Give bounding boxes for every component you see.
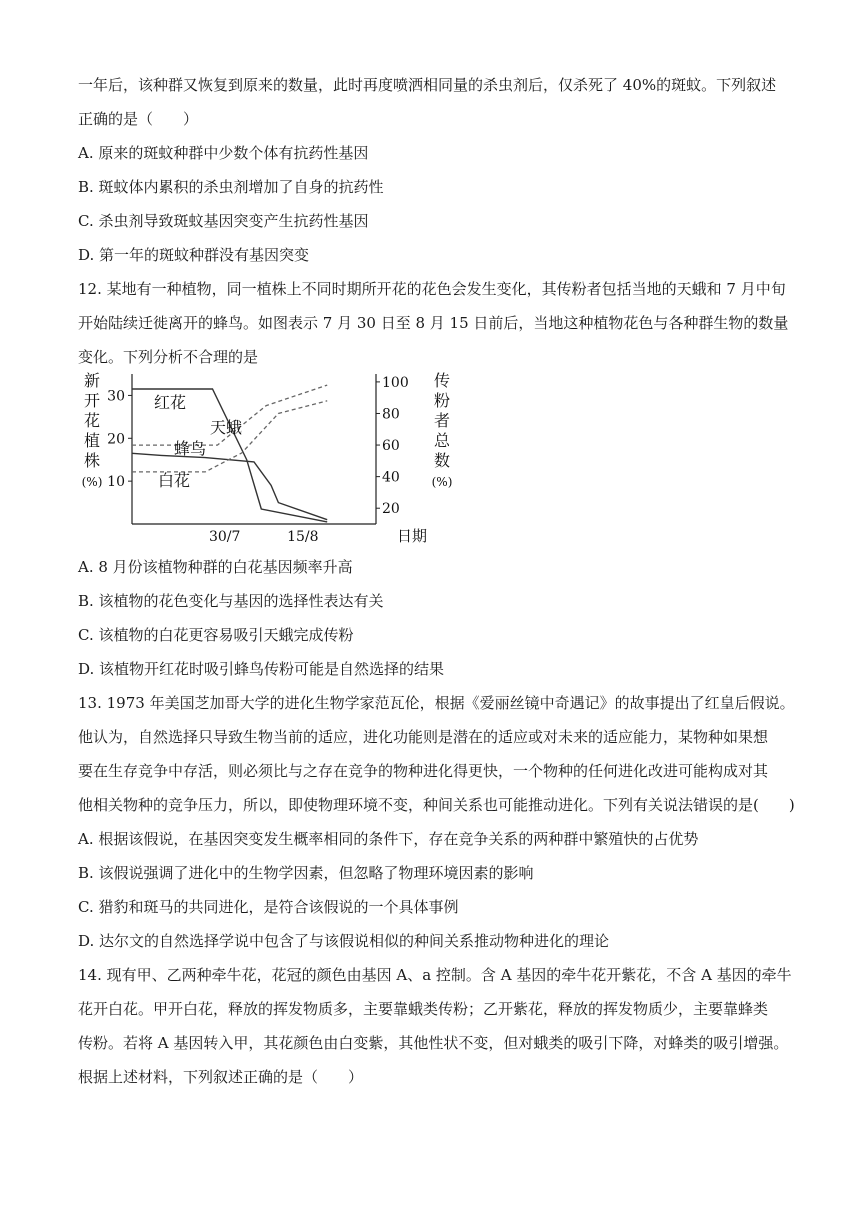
- x-axis-label: 日期: [396, 527, 428, 545]
- x-tick-label: 30/7: [208, 529, 241, 545]
- population-chart: [78, 368, 470, 550]
- left-axis-label: 新: [83, 371, 101, 390]
- question-12-stem: 12. 某地有一种植物，同一植株上不同时期所开花的花色会发生变化，其传粉者包括当地的天蛾和 7 月中旬: [78, 280, 786, 298]
- option-d: D. 达尔文的自然选择学说中包含了与该假说相似的种间关系推动物种进化的理论: [78, 932, 610, 950]
- option-c: C. 猎豹和斑马的共同进化，是符合该假说的一个具体事例: [78, 898, 459, 916]
- right-axis-label: 粉: [433, 391, 451, 410]
- question-13-stem: 13. 1973 年美国芝加哥大学的进化生物学家范瓦伦，根据《爱丽丝镜中奇遇记》的故事提出了红皇后假说。: [78, 694, 795, 712]
- question-13-stem: 他认为，自然选择只导致生物当前的适应，进化功能则是潜在的适应或对未来的适应能力，某物种如果想: [78, 728, 769, 746]
- option-a: A. 原来的斑蚊种群中少数个体有抗药性基因: [78, 144, 369, 162]
- right-tick-label: 80: [382, 406, 400, 423]
- left-axis-label: 花: [83, 411, 101, 430]
- question-14-stem: 14. 现有甲、乙两种牵牛花，花冠的颜色由基因 A、a 控制。含 A 基因的牵牛花开紫花，不含 A 基因的牵牛: [78, 966, 792, 984]
- question-14-stem: 传粉。若将 A 基因转入甲，其花颜色由白变紫，其他性状不变，但对蛾类的吸引下降，对蜂类的吸引增强。: [78, 1034, 789, 1052]
- option-a: A. 8 月份该植物种群的白花基因频率升高: [78, 558, 353, 576]
- question-14-stem: 花开白花。甲开白花，释放的挥发物质多，主要靠蛾类传粉；乙开紫花，释放的挥发物质少，主要靠蜂类: [78, 1000, 769, 1018]
- series-label: 天蛾: [210, 418, 243, 437]
- question-14-stem: 根据上述材料，下列叙述正确的是（ ）: [78, 1068, 364, 1086]
- option-d: D. 该植物开红花时吸引蜂鸟传粉可能是自然选择的结果: [78, 660, 445, 678]
- right-tick-label: 20: [382, 501, 400, 518]
- right-axis-label: 传: [433, 371, 451, 390]
- right-axis-label: (%): [431, 475, 453, 489]
- question-13-stem: 他相关物种的竞争压力，所以，即使物理环境不变，种间关系也可能推动进化。下列有关说法错误的是( ): [78, 796, 795, 814]
- left-tick-label: 30: [107, 388, 125, 405]
- option-c: C. 该植物的白花更容易吸引天蛾完成传粉: [78, 626, 354, 644]
- question-13-stem: 要在生存竞争中存活，则必须比与之存在竞争的物种进化得更快，一个物种的任何进化改进可能构成对其: [78, 762, 769, 780]
- right-tick-label: 60: [382, 438, 400, 455]
- right-tick-label: 100: [382, 374, 409, 391]
- right-axis-label: 数: [433, 451, 451, 470]
- left-tick-label: 10: [107, 474, 125, 491]
- text-line: 正确的是（ ）: [78, 110, 199, 128]
- left-axis-label: 开: [83, 391, 101, 410]
- option-d: D. 第一年的斑蚊种群没有基因突变: [78, 246, 310, 264]
- left-axis-label: (%): [81, 475, 103, 489]
- series-label: 红花: [154, 393, 187, 412]
- chart-svg: [78, 368, 470, 550]
- option-b: B. 该假说强调了进化中的生物学因素，但忽略了物理环境因素的影响: [78, 864, 534, 882]
- right-axis-label: 者: [433, 411, 451, 430]
- question-12-stem: 开始陆续迁徙离开的蜂鸟。如图表示 7 月 30 日至 8 月 15 日前后，当地这种植物花色与各种群生物的数量: [78, 314, 789, 332]
- right-tick-label: 40: [382, 469, 400, 486]
- left-axis-label: 株: [83, 451, 101, 470]
- series-label: 白花: [158, 471, 191, 490]
- x-tick-label: 15/8: [287, 529, 319, 545]
- left-axis-label: 植: [83, 431, 101, 450]
- right-axis-label: 总: [433, 431, 451, 450]
- question-12-stem: 变化。下列分析不合理的是: [78, 348, 259, 366]
- option-a: A. 根据该假说，在基因突变发生概率相同的条件下，存在竞争关系的两种群中繁殖快的占优势: [78, 830, 699, 848]
- text-line: 一年后，该种群又恢复到原来的数量，此时再度喷洒相同量的杀虫剂后，仅杀死了 40%的斑蚊。下列叙述: [78, 76, 777, 94]
- option-b: B. 斑蚊体内累积的杀虫剂增加了自身的抗药性: [78, 178, 384, 196]
- left-tick-label: 20: [107, 431, 125, 448]
- option-c: C. 杀虫剂导致斑蚊基因突变产生抗药性基因: [78, 212, 369, 230]
- option-b: B. 该植物的花色变化与基因的选择性表达有关: [78, 592, 384, 610]
- series-label: 蜂鸟: [174, 439, 207, 458]
